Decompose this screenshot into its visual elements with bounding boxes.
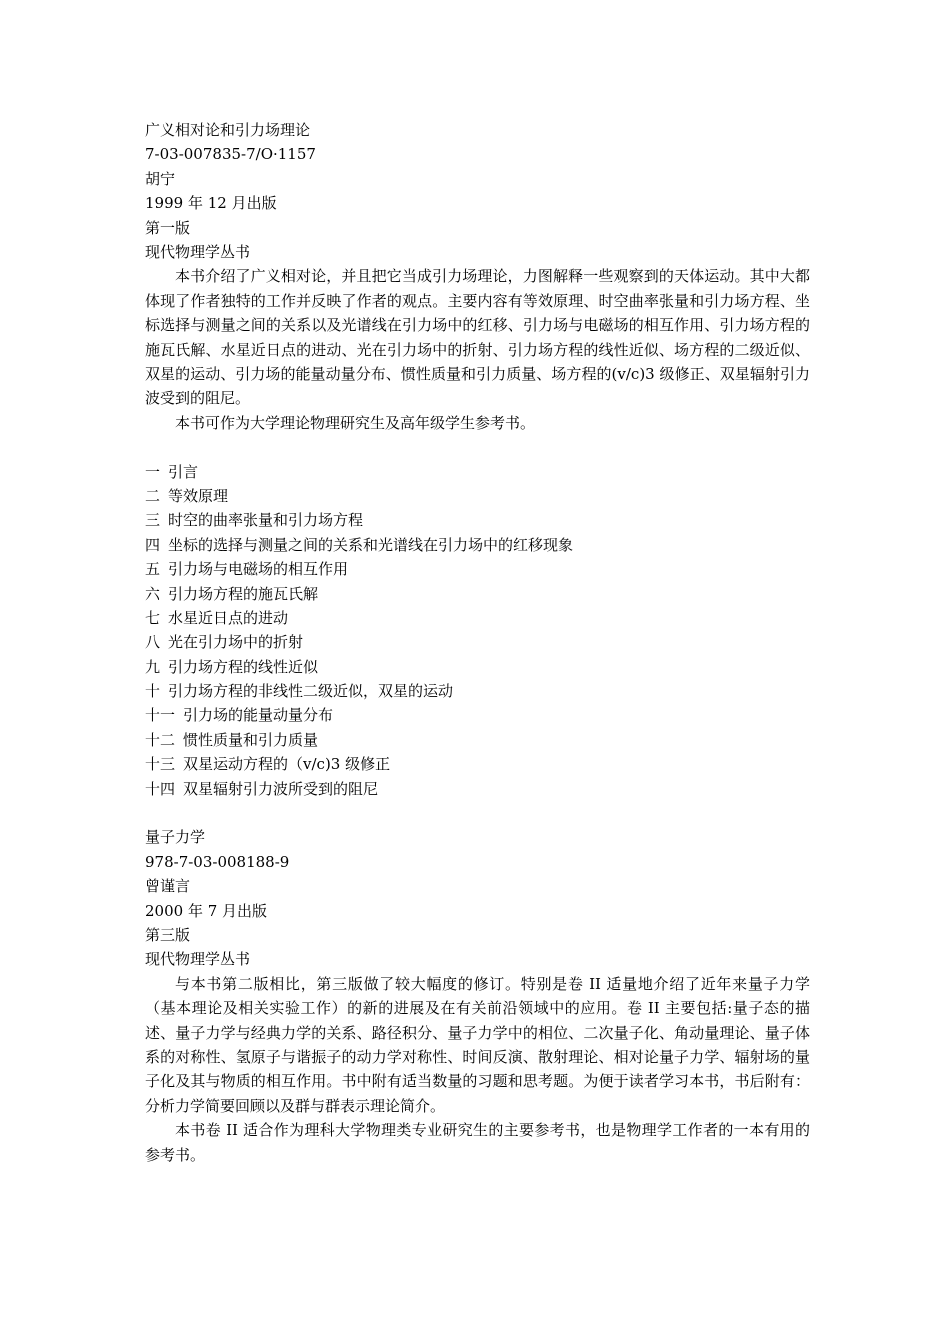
toc-item — [145, 703, 810, 727]
toc-item-title: 引力场方程的非线性二级近似，双星的运动 — [168, 682, 454, 701]
book-edition: 第一版 — [145, 218, 191, 237]
book-series: 现代物理学丛书 — [145, 950, 251, 969]
toc-item-number: 四 — [145, 535, 161, 554]
toc-item — [145, 460, 810, 484]
spacer — [145, 801, 810, 825]
toc-item-title: 等效原理 — [168, 486, 229, 505]
toc-item-title: 双星辐射引力波所受到的阻尼 — [183, 779, 379, 798]
toc-item — [145, 777, 810, 801]
toc-item-number: 十一 — [145, 706, 176, 725]
book-series: 现代物理学丛书 — [145, 242, 251, 261]
document-page — [145, 118, 810, 1167]
toc-item-number: 三 — [145, 511, 161, 530]
toc-item-number: 一 — [145, 462, 161, 481]
book-description: 与本书第二版相比，第三版做了较大幅度的修订。特别是卷 II 适量地介绍了近年来量子力学（基本理论及相关实验工作）的新的进展及在有关前沿领域中的应用。卷 II 主要包括:量子态的描述、量子力学与经典力学的关系、路径积分、量子力学中的相位、二次量子化、角动量理论、量子体系的对称性、氢原子与谐振子的动力学对称性、时间反演、散射理论、相对论量子力学、辐射场的量子化及其与物质的相互作用。书中附有适当数量的习题和思考题。为便于读者学习本书，书后附有：分析力学简要回顾以及群与群表示理论简介。 — [145, 974, 810, 1115]
book-title: 量子力学 — [145, 828, 206, 847]
book-isbn: 978-7-03-008188-9 — [145, 852, 290, 871]
toc-item-title: 引力场与电磁场的相互作用 — [168, 560, 349, 579]
toc-item-number: 十三 — [145, 755, 176, 774]
toc-item — [145, 630, 810, 654]
toc-item-title: 引力场的能量动量分布 — [183, 706, 334, 725]
toc-item — [145, 557, 810, 581]
toc-item-number: 十四 — [145, 779, 176, 798]
book-entry-1 — [145, 118, 810, 801]
toc-item — [145, 606, 810, 630]
toc-item — [145, 679, 810, 703]
book-author: 曾谨言 — [145, 877, 191, 896]
toc-item-title: 坐标的选择与测量之间的关系和光谱线在引力场中的红移现象 — [168, 535, 574, 554]
toc-item — [145, 508, 810, 532]
toc-item-number: 十 — [145, 682, 161, 701]
toc-item-number: 六 — [145, 584, 161, 603]
toc-item-title: 时空的曲率张量和引力场方程 — [168, 511, 364, 530]
toc-item-title: 光在引力场中的折射 — [168, 633, 304, 652]
book-author: 胡宁 — [145, 169, 176, 188]
toc-item-title: 惯性质量和引力质量 — [183, 730, 319, 749]
toc-item-number: 八 — [145, 633, 161, 652]
toc-item-title: 引力场方程的线性近似 — [168, 657, 319, 676]
toc-item-title: 引言 — [168, 462, 199, 481]
toc-item-title: 双星运动方程的（v/c)3 级修正 — [183, 755, 391, 774]
toc-item-number: 七 — [145, 608, 161, 627]
toc-item-number: 二 — [145, 486, 161, 505]
toc-item — [145, 752, 810, 776]
book-entry-2 — [145, 825, 810, 1167]
book-audience: 本书可作为大学理论物理研究生及高年级学生参考书。 — [175, 413, 536, 432]
toc-item-title: 水星近日点的进动 — [168, 608, 289, 627]
book-description: 本书介绍了广义相对论，并且把它当成引力场理论，力图解释一些观察到的天体运动。其中大都体现了作者独特的工作并反映了作者的观点。主要内容有等效原理、时空曲率张量和引力场方程、坐标选择与测量之间的关系以及光谱线在引力场中的红移、引力场与电磁场的相互作用、引力场方程的施瓦氏解、水星近日点的进动、光在引力场中的折射、引力场方程的线性近似、场方程的二级近似、双星的运动、引力场的能量动量分布、惯性质量和引力质量、场方程的(v/c)3 级修正、双星辐射引力波受到的阻尼。 — [145, 267, 810, 408]
toc-item-number: 五 — [145, 560, 161, 579]
book-title: 广义相对论和引力场理论 — [145, 121, 311, 139]
toc-item — [145, 582, 810, 606]
toc-item — [145, 484, 810, 508]
book-isbn: 7-03-007835-7/O·1157 — [145, 145, 316, 164]
table-of-contents — [145, 460, 810, 801]
book-publish-date: 2000 年 7 月出版 — [145, 901, 268, 920]
toc-item — [145, 728, 810, 752]
toc-item-number: 九 — [145, 657, 161, 676]
toc-item-number: 十二 — [145, 730, 176, 749]
book-publish-date: 1999 年 12 月出版 — [145, 194, 277, 213]
book-edition: 第三版 — [145, 926, 191, 944]
spacer — [145, 435, 810, 459]
book-audience: 本书卷 II 适合作为理科大学物理类专业研究生的主要参考书，也是物理学工作者的一本有用的参考书。 — [145, 1121, 810, 1164]
toc-item — [145, 533, 810, 557]
toc-item-title: 引力场方程的施瓦氏解 — [168, 584, 319, 603]
toc-item — [145, 655, 810, 679]
